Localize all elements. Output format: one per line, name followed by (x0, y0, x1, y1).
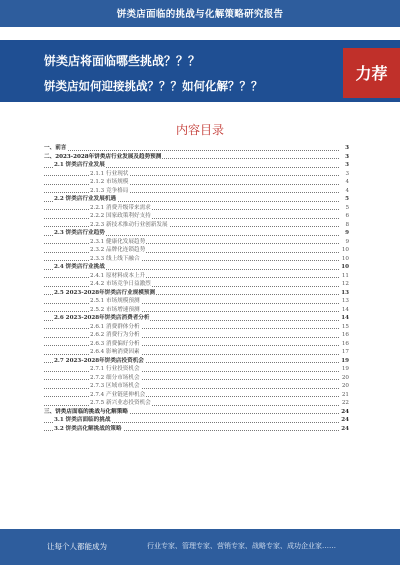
toc-entry[interactable] (44, 348, 349, 357)
promo-banner (0, 40, 400, 102)
toc-entry-label: 2.4 饼类店行业挑战 (54, 264, 105, 270)
toc-entry-label: 2.2.3 新技术推动行业创新发展 (90, 221, 168, 228)
toc-leader-dots (44, 405, 339, 406)
toc-entry-page: 5 (345, 196, 349, 202)
toc-entry-label: 3.1 饼类店面临的挑战 (54, 417, 111, 423)
toc-entry-label: 2.6.3 消费偏好分析 (90, 340, 140, 347)
toc-entry-label: 2.5 2023-2028年饼类店行业规模预测 (54, 289, 156, 296)
toc-entry-page: 20 (341, 383, 349, 389)
toc-entry[interactable] (44, 331, 349, 340)
toc-leader-dots (44, 379, 339, 380)
toc-entry[interactable] (44, 374, 349, 383)
toc-leader-dots (44, 345, 339, 346)
toc-entry-label: 2.5.1 市场规模预测 (90, 298, 140, 304)
toc-entry-label: 三、饼类店面临的挑战与化解策略 (44, 408, 128, 415)
toc-entry-page: 21 (341, 391, 349, 398)
toc-entry[interactable] (44, 357, 349, 366)
toc-entry-label: 2.6 2023-2028年饼类店消费者分析 (54, 315, 150, 321)
toc-leader-dots (44, 303, 339, 304)
toc-entry-page: 3 (345, 145, 349, 151)
toc-entry-page: 13 (341, 298, 349, 304)
toc-entry-label: 2.6.4 影响消费因素 (90, 349, 140, 355)
toc-entry-page: 16 (341, 332, 349, 338)
toc-leader-dots (44, 388, 339, 389)
toc-entry[interactable] (44, 178, 349, 187)
toc-entry[interactable] (44, 306, 349, 315)
toc-leader-dots (44, 150, 339, 151)
toc-entry[interactable] (44, 382, 349, 391)
toc-entry-label: 2.3.3 线上线下融合 (90, 255, 140, 262)
toc-title: 内容目录 (175, 123, 224, 137)
banner-headline: 饼类店将面临哪些挑战？？？ (44, 54, 201, 68)
toc-entry-label: 2.2 饼类店行业发展机遇 (54, 196, 117, 202)
toc-entry-label: 2.6.1 消费群体分析 (90, 323, 140, 330)
toc-entry-label: 2.1.1 行业现状 (90, 170, 129, 177)
toc-entry-page: 15 (341, 323, 349, 330)
toc-entry-label: 2.7.1 行业投资机会 (90, 366, 140, 372)
toc-entry[interactable] (44, 416, 349, 425)
toc-entry[interactable] (44, 195, 349, 204)
toc-entry-page: 3 (345, 162, 349, 168)
toc-leader-dots (44, 252, 339, 253)
toc-entry-label: 2.7.4 产业链延伸机会 (90, 391, 146, 398)
toc-entry-page: 4 (345, 179, 349, 185)
toc-entry-page: 4 (345, 187, 349, 194)
toc-entry[interactable] (44, 263, 349, 272)
toc-entry[interactable] (44, 144, 349, 153)
toc-entry-label: 2.4.1 原材料成本上升 (90, 272, 146, 279)
toc-entry[interactable] (44, 314, 349, 323)
toc-entry[interactable] (44, 365, 349, 374)
report-title: 饼类店面临的挑战与化解策略研究报告 (116, 9, 284, 20)
toc-entry-page: 13 (341, 289, 349, 296)
toc-entry-page: 8 (345, 221, 349, 228)
toc-entry[interactable] (44, 204, 349, 213)
toc-entry-page: 24 (341, 417, 349, 423)
toc-entry-page: 22 (341, 400, 349, 406)
toc-entry-label: 2.7.5 新兴业态投资机会 (90, 400, 151, 406)
toc-leader-dots (44, 260, 339, 261)
toc-entry-page: 3 (345, 170, 349, 177)
toc-entry-page: 12 (341, 281, 349, 287)
toc-entry-page: 9 (345, 230, 349, 236)
toc-entry-page: 16 (341, 340, 349, 347)
toc-entry-label: 2.6.2 消费行为分析 (90, 332, 140, 338)
toc-entry-page: 14 (341, 315, 349, 321)
toc-entry-label: 2.7.3 区域市场机会 (90, 383, 140, 389)
toc-entry-page: 5 (345, 204, 349, 211)
toc-entry-label: 二、2023-2028年饼类店行业发展及趋势预测 (44, 153, 162, 160)
toc-entry-page: 11 (341, 272, 349, 279)
toc-entry[interactable] (44, 161, 349, 170)
toc-entry-label: 2.5.2 市场增速预测 (90, 306, 140, 313)
toc-entry-label: 3.2 饼类店化解挑战的策略 (54, 425, 122, 432)
recommend-badge-label: 力荐 (355, 64, 388, 83)
toc-entry-label: 2.4.2 市场竞争日益激烈 (90, 281, 151, 287)
toc-entry-page: 6 (345, 213, 349, 219)
toc-leader-dots (44, 243, 339, 244)
toc-entry-label: 2.2.2 国家政策利好支持 (90, 213, 151, 219)
toc-entry[interactable] (44, 238, 349, 247)
toc-entry[interactable] (44, 187, 349, 196)
toc-entry[interactable] (44, 153, 349, 162)
toc-entry-page: 10 (341, 247, 349, 253)
toc-entry[interactable] (44, 323, 349, 332)
toc-entry[interactable] (44, 280, 349, 289)
toc-entry-label: 2.2.1 消费升级带来需求 (90, 204, 151, 211)
toc-entry[interactable] (44, 391, 349, 400)
toc-entry-page: 10 (341, 264, 349, 270)
toc-entry-page: 3 (345, 153, 349, 160)
toc-entry-label: 2.7 2023-2028年饼类店投资机会 (54, 357, 144, 364)
footer-cta: 让每个人都能成为 (47, 542, 107, 551)
toc-leader-dots (44, 354, 339, 355)
toc-entry-page: 17 (341, 349, 349, 355)
toc-entry-label: 2.3.1 健康化发展趋势 (90, 238, 146, 245)
toc-entry-page: 10 (341, 255, 349, 262)
toc-entry-page: 19 (341, 357, 349, 364)
toc-entry-label: 2.3 饼类店行业趋势 (54, 230, 105, 236)
toc-entry-label: 一、前言 (44, 145, 67, 151)
toc-entry-page: 14 (341, 306, 349, 313)
toc-leader-dots (44, 286, 339, 287)
toc-entry[interactable] (44, 229, 349, 238)
toc-entry[interactable] (44, 255, 349, 264)
toc-entry[interactable] (44, 340, 349, 349)
toc-entry[interactable] (44, 425, 349, 434)
toc-entry[interactable] (44, 221, 349, 230)
toc-leader-dots (44, 328, 339, 329)
banner-subline: 饼类店如何迎接挑战？？？如何化解？？？ (44, 79, 263, 93)
toc-entry-label: 2.1.3 竞争格局 (90, 187, 129, 194)
toc-entry-label: 2.1.2 市场规模 (90, 179, 129, 185)
table-of-contents (44, 144, 349, 433)
footer-bar (0, 529, 400, 565)
toc-entry[interactable] (44, 399, 349, 408)
toc-entry[interactable] (44, 289, 349, 298)
toc-leader-dots (44, 226, 339, 227)
toc-entry[interactable] (44, 408, 349, 417)
toc-entry[interactable] (44, 272, 349, 281)
report-header-bar (0, 0, 400, 27)
toc-leader-dots (44, 192, 339, 193)
recommend-badge (343, 48, 400, 98)
toc-entry-label: 2.3.2 品牌化连锁趋势 (90, 247, 146, 253)
toc-leader-dots (44, 396, 339, 397)
toc-entry[interactable] (44, 212, 349, 221)
toc-leader-dots (44, 184, 339, 185)
toc-entry-page: 24 (341, 408, 349, 415)
toc-leader-dots (44, 218, 339, 219)
toc-leader-dots (44, 311, 339, 312)
toc-entry[interactable] (44, 246, 349, 255)
toc-entry-page: 19 (341, 366, 349, 372)
toc-entry[interactable] (44, 170, 349, 179)
toc-leader-dots (44, 337, 339, 338)
toc-entry-label: 2.7.2 细分市场机会 (90, 374, 140, 381)
toc-entry-page: 9 (345, 238, 349, 245)
toc-entry-page: 24 (341, 425, 349, 432)
toc-entry[interactable] (44, 297, 349, 306)
toc-leader-dots (44, 175, 339, 176)
toc-leader-dots (44, 371, 339, 372)
toc-leader-dots (44, 209, 339, 210)
footer-roles: 行业专家、管理专家、营销专家、战略专家、成功企业家…… (147, 542, 336, 550)
toc-entry-page: 20 (341, 374, 349, 381)
toc-leader-dots (44, 277, 339, 278)
toc-entry-label: 2.1 饼类店行业发展 (54, 162, 105, 168)
